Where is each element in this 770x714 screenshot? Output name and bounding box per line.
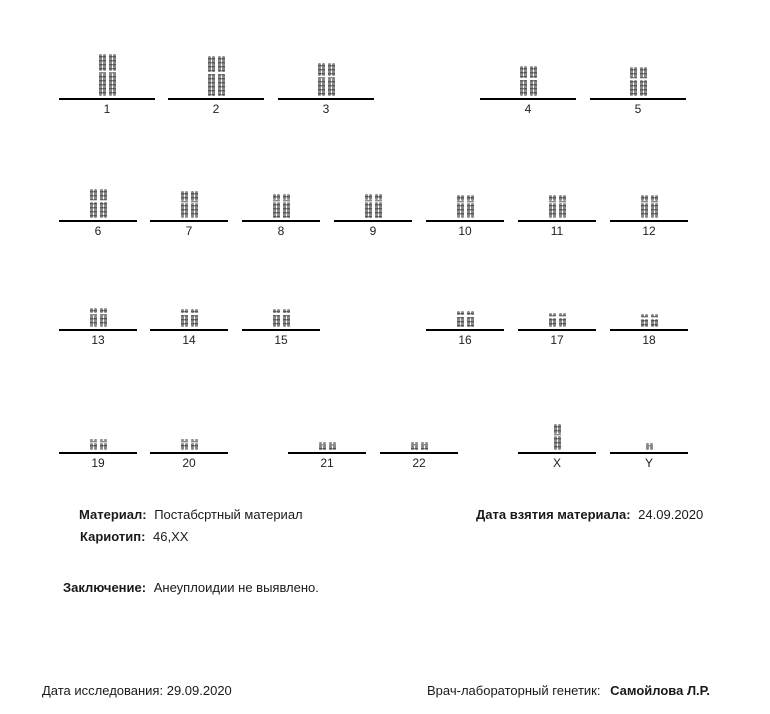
chromosome-baseline xyxy=(610,220,688,222)
chromosome-label-15: 15 xyxy=(274,333,288,347)
chromosome-baseline xyxy=(518,329,596,331)
chromosome-slot-7 xyxy=(150,170,228,238)
chromosome-label-Y: Y xyxy=(644,456,653,470)
chromosome-20-1 xyxy=(181,439,188,450)
chromosome-6-2 xyxy=(100,189,107,218)
date-taken-row xyxy=(476,507,703,523)
chromosome-slot-X xyxy=(518,402,596,470)
chromosome-1-2 xyxy=(109,54,116,96)
chromosome-7-2 xyxy=(191,191,198,218)
chromosome-12-2 xyxy=(651,195,658,218)
chromosome-label-13: 13 xyxy=(91,333,105,347)
chromosome-label-6: 6 xyxy=(94,224,102,238)
chromosome-slot-22 xyxy=(380,402,458,470)
chromosome-slot-16 xyxy=(426,279,504,347)
chromosome-15-2 xyxy=(283,309,290,327)
chromosome-12-1 xyxy=(641,195,648,218)
chromosome-7-1 xyxy=(181,191,188,218)
chromosome-baseline xyxy=(334,220,412,222)
chromosome-baseline xyxy=(59,98,155,100)
chromosome-label-10: 10 xyxy=(458,224,472,238)
conclusion-row xyxy=(63,580,319,596)
chromosome-9-2 xyxy=(375,194,382,218)
chromosome-slot-9 xyxy=(334,170,412,238)
chromosome-label-18: 18 xyxy=(642,333,656,347)
chromosome-4-1 xyxy=(520,66,527,96)
chromosome-11-2 xyxy=(559,195,566,218)
chromosome-baseline xyxy=(480,98,576,100)
chromosome-17-2 xyxy=(559,313,566,327)
chromosome-label-20: 20 xyxy=(182,456,196,470)
chromosome-slot-11 xyxy=(518,170,596,238)
chromosome-3-1 xyxy=(318,63,325,96)
chromosome-baseline xyxy=(610,452,688,454)
chromosome-13-2 xyxy=(100,308,107,327)
chromosome-Y-1 xyxy=(646,443,653,450)
chromosome-9-1 xyxy=(365,194,372,218)
study-date-value: 29.09.2020 xyxy=(166,683,232,698)
chromosome-baseline xyxy=(518,220,596,222)
material-row xyxy=(79,507,303,523)
chromosome-slot-19 xyxy=(59,402,137,470)
chromosome-19-2 xyxy=(100,439,107,450)
chromosome-baseline xyxy=(59,329,137,331)
chromosome-slot-14 xyxy=(150,279,228,347)
chromosome-label-5: 5 xyxy=(634,102,642,116)
chromosome-baseline xyxy=(150,329,228,331)
chromosome-baseline xyxy=(518,452,596,454)
chromosome-11-1 xyxy=(549,195,556,218)
chromosome-slot-18 xyxy=(610,279,688,347)
chromosome-baseline xyxy=(426,220,504,222)
chromosome-baseline xyxy=(150,452,228,454)
chromosome-2-2 xyxy=(218,56,225,96)
chromosome-2-1 xyxy=(208,56,215,96)
chromosome-baseline xyxy=(426,329,504,331)
study-date-row xyxy=(42,683,232,699)
chromosome-label-8: 8 xyxy=(277,224,285,238)
chromosome-label-11: 11 xyxy=(550,224,564,238)
chromosome-baseline xyxy=(590,98,686,100)
chromosome-22-1 xyxy=(411,442,418,450)
chromosome-label-12: 12 xyxy=(642,224,656,238)
chromosome-label-4: 4 xyxy=(524,102,532,116)
chromosome-baseline xyxy=(610,329,688,331)
karyotype-row xyxy=(80,529,188,545)
chromosome-16-1 xyxy=(457,311,464,327)
chromosome-baseline xyxy=(288,452,366,454)
chromosome-10-1 xyxy=(457,195,464,218)
chromosome-baseline xyxy=(380,452,458,454)
chromosome-label-17: 17 xyxy=(550,333,564,347)
chromosome-baseline xyxy=(278,98,374,100)
material-value: Постабсртный материал xyxy=(154,507,303,522)
doctor-label: Врач-лабораторный генетик: xyxy=(427,683,601,698)
chromosome-baseline xyxy=(242,329,320,331)
chromosome-slot-10 xyxy=(426,170,504,238)
chromosome-1-1 xyxy=(99,54,106,96)
chromosome-17-1 xyxy=(549,313,556,327)
chromosome-16-2 xyxy=(467,311,474,327)
chromosome-slot-17 xyxy=(518,279,596,347)
material-label: Материал: xyxy=(79,507,147,522)
chromosome-label-21: 21 xyxy=(320,456,334,470)
date-taken-label: Дата взятия материала: xyxy=(476,507,631,522)
chromosome-label-X: X xyxy=(552,456,561,470)
chromosome-slot-5 xyxy=(590,48,686,116)
chromosome-6-1 xyxy=(90,189,97,218)
chromosome-label-19: 19 xyxy=(91,456,105,470)
chromosome-5-2 xyxy=(640,67,647,96)
chromosome-label-3: 3 xyxy=(322,102,330,116)
chromosome-slot-12 xyxy=(610,170,688,238)
chromosome-label-14: 14 xyxy=(182,333,196,347)
chromosome-21-1 xyxy=(319,442,326,450)
chromosome-slot-1 xyxy=(59,48,155,116)
chromosome-19-1 xyxy=(90,439,97,450)
chromosome-X-1 xyxy=(554,424,561,450)
chromosome-13-1 xyxy=(90,308,97,327)
chromosome-slot-Y xyxy=(610,402,688,470)
chromosome-20-2 xyxy=(191,439,198,450)
chromosome-8-1 xyxy=(273,194,280,218)
chromosome-slot-20 xyxy=(150,402,228,470)
chromosome-8-2 xyxy=(283,194,290,218)
chromosome-14-2 xyxy=(191,309,198,327)
date-taken-value: 24.09.2020 xyxy=(638,507,704,522)
chromosome-3-2 xyxy=(328,63,335,96)
chromosome-slot-8 xyxy=(242,170,320,238)
chromosome-label-22: 22 xyxy=(412,456,426,470)
chromosome-slot-15 xyxy=(242,279,320,347)
chromosome-label-1: 1 xyxy=(103,102,111,116)
study-date-label: Дата исследования: xyxy=(42,683,164,698)
chromosome-slot-21 xyxy=(288,402,366,470)
chromosome-18-2 xyxy=(651,314,658,327)
chromosome-label-7: 7 xyxy=(185,224,193,238)
chromosome-label-16: 16 xyxy=(458,333,472,347)
chromosome-4-2 xyxy=(530,66,537,96)
chromosome-baseline xyxy=(242,220,320,222)
chromosome-baseline xyxy=(59,452,137,454)
karyotype-label: Кариотип: xyxy=(80,529,146,544)
chromosome-baseline xyxy=(168,98,264,100)
chromosome-slot-2 xyxy=(168,48,264,116)
chromosome-22-2 xyxy=(421,442,428,450)
chromosome-baseline xyxy=(150,220,228,222)
chromosome-label-2: 2 xyxy=(212,102,220,116)
chromosome-baseline xyxy=(59,220,137,222)
doctor-name: Самойлова Л.Р. xyxy=(610,683,711,698)
chromosome-slot-6 xyxy=(59,170,137,238)
doctor-row xyxy=(427,683,710,699)
chromosome-slot-13 xyxy=(59,279,137,347)
chromosome-18-1 xyxy=(641,314,648,327)
chromosome-15-1 xyxy=(273,309,280,327)
karyotype-value: 46,XX xyxy=(153,529,189,544)
chromosome-slot-4 xyxy=(480,48,576,116)
chromosome-5-1 xyxy=(630,67,637,96)
chromosome-10-2 xyxy=(467,195,474,218)
chromosome-slot-3 xyxy=(278,48,374,116)
chromosome-21-2 xyxy=(329,442,336,450)
conclusion-label: Заключение: xyxy=(63,580,147,595)
chromosome-14-1 xyxy=(181,309,188,327)
conclusion-value: Анеуплоидии не выявлено. xyxy=(153,580,319,595)
chromosome-label-9: 9 xyxy=(369,224,377,238)
